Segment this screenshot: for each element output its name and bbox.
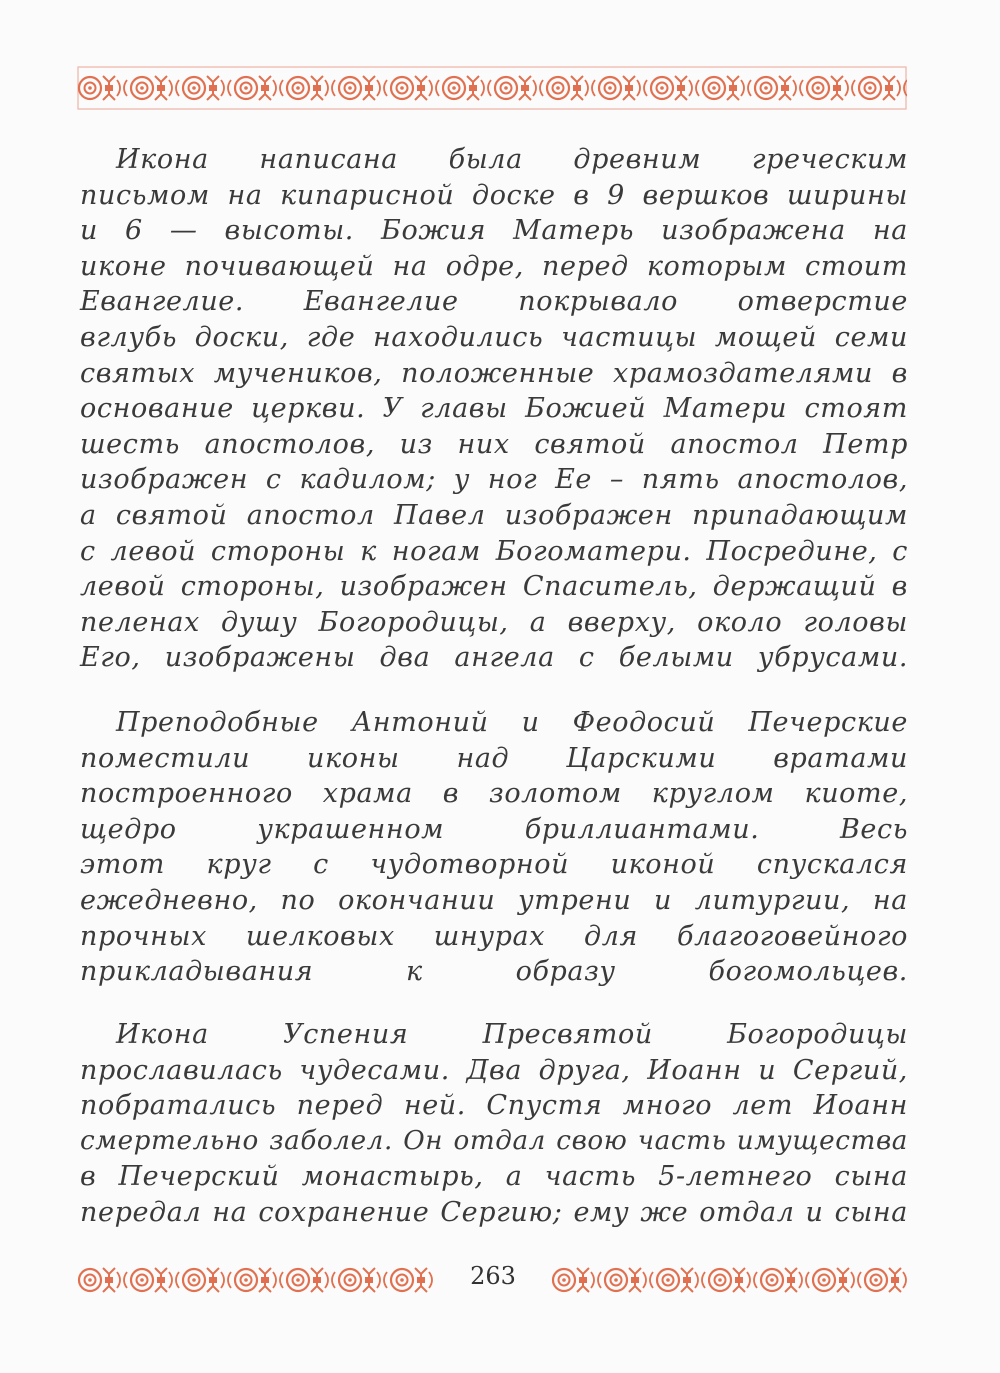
text-line: построенного храма в золотом круглом киоте, [80,778,908,810]
text-line: щедро украшенном бриллиантами. Весь [80,813,908,845]
text-line: смертельно заболел. Он отдал свою часть имущества [80,1125,908,1156]
paragraph-2 [80,705,908,990]
text-line: вглубь доски, где находились частицы мощей семи [80,321,908,353]
text-line: основание церкви. У главы Божией Матери стоят [80,393,908,425]
text-line: ежедневно, по окончании утрени и литургии, на [80,884,908,916]
paragraph-1 [80,142,908,676]
page-number: 263 [470,1262,516,1290]
text-line: в Печерский монастырь, а часть 5-летнего сына [80,1161,908,1193]
text-line: святых мучеников, положенные храмоздателями в [80,357,908,389]
paragraph-3 [80,1017,908,1231]
text-line: пеленах душу Богородицы, а вверху, около головы [80,606,908,638]
text-line: и 6 — высоты. Божия Матерь изображена на [80,215,908,247]
text-line: побратались перед ней. Спустя много лет Иоанн [80,1090,908,1122]
text-line: иконе почивающей на одре, перед которым стоит [80,250,908,282]
floral-border-icon [77,1258,435,1302]
text-line: изображен с кадилом; у ног Ее – пять апостолов, [80,464,908,496]
text-line: Его, изображены два ангела с белыми убрусами. [80,642,908,674]
floral-border-icon [77,66,907,110]
text-line: а святой апостол Павел изображен припадающим [80,499,908,531]
text-line: прикладывания к образу богомольцев. [80,956,908,988]
text-line: письмом на кипарисной доске в 9 вершков ширины [80,179,908,211]
text-line: левой стороны, изображен Спаситель, держащий в [80,571,908,603]
text-line: передал на сохранение Сергию; ему же отдал и сына [80,1196,908,1228]
floral-border-icon [551,1258,907,1302]
text-line: Икона написана была древним греческим [116,144,908,175]
text-line: Икона Успения Пресвятой Богородицы [116,1019,908,1050]
text-line: прославилась чудесами. Два друга, Иоанн и Сергий, [80,1054,908,1086]
text-line: прочных шелковых шнурах для благоговейного [80,920,908,952]
text-line: поместили иконы над Царскими вратами [80,742,908,774]
bottom-right-ornament-border [551,1258,907,1302]
bottom-left-ornament-border [77,1258,435,1302]
top-ornament-border [77,66,907,110]
text-line: Евангелие. Евангелие покрывало отверстие [80,286,908,318]
text-line: шесть апостолов, из них святой апостол Петр [80,428,908,460]
text-line: Преподобные Антоний и Феодосий Печерские [116,707,908,738]
text-line: этот круг с чудотворной иконой спускался [80,849,908,881]
text-line: с левой стороны к ногам Богоматери. Посредине, с [80,535,908,567]
